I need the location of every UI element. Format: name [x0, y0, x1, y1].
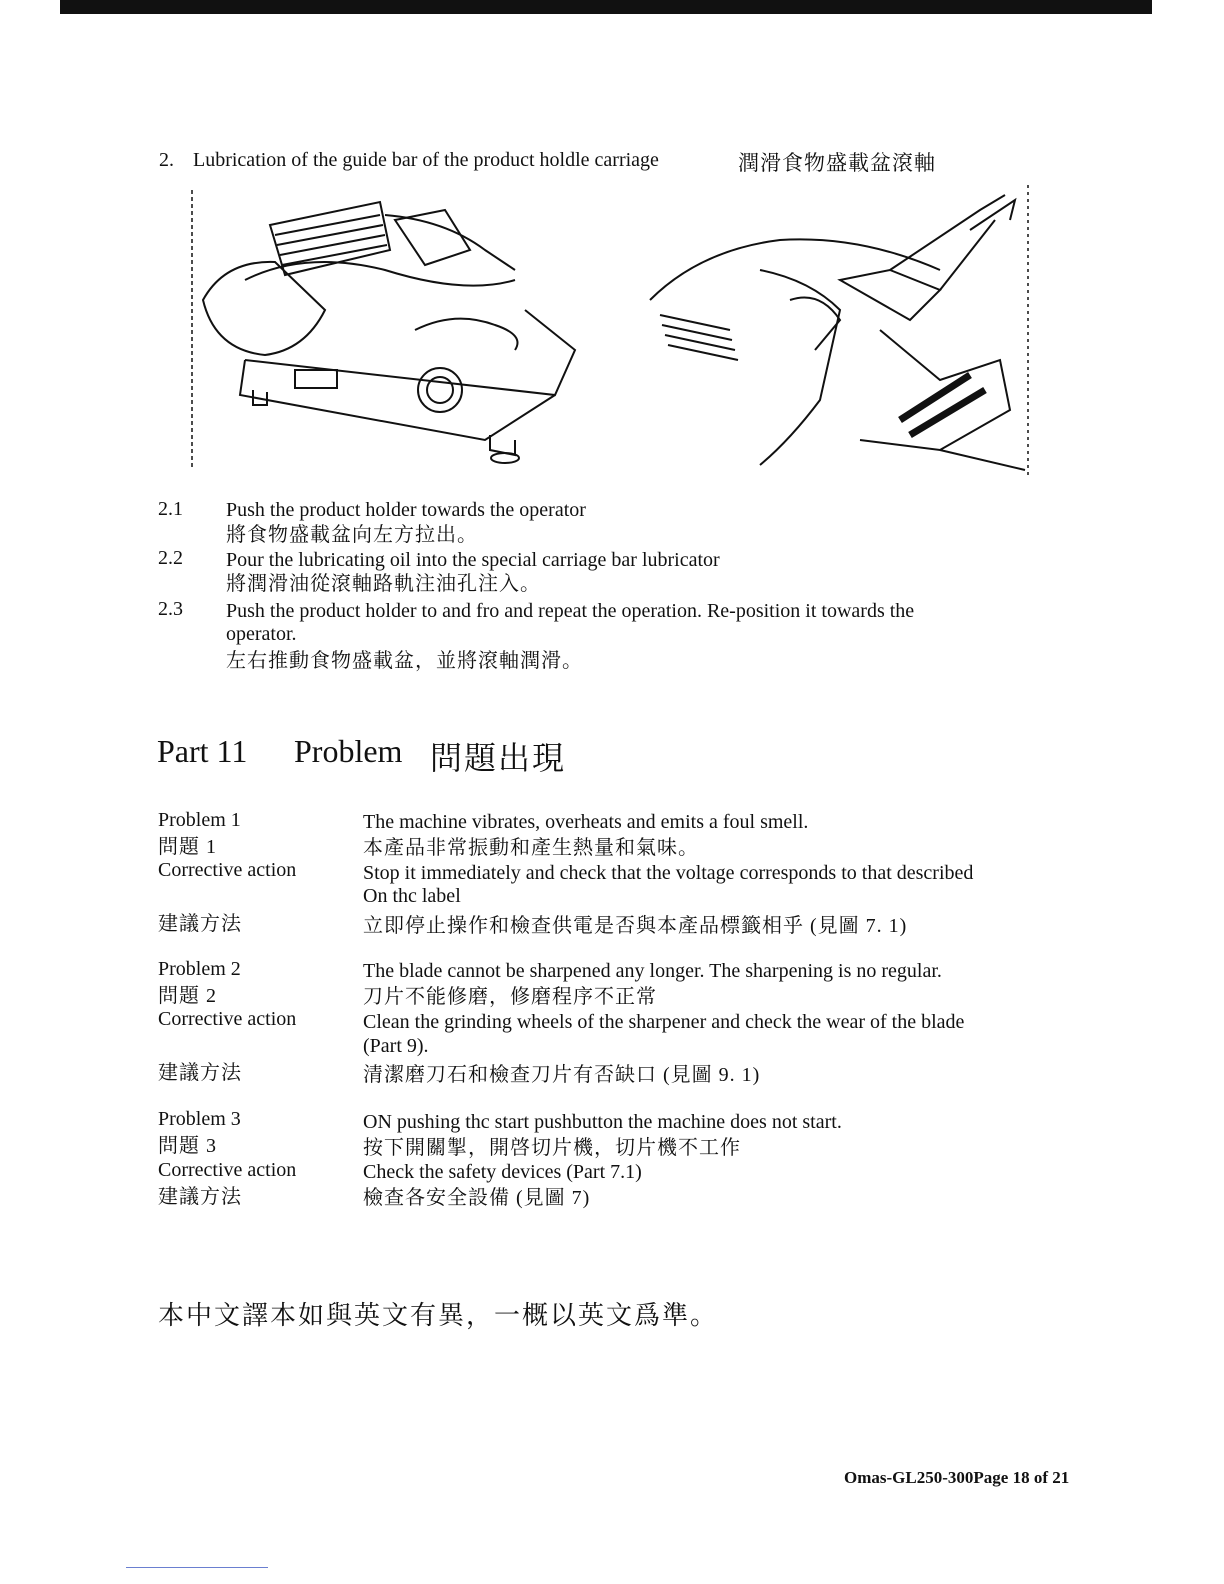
action-label: Corrective action [158, 1008, 297, 1030]
problem-label: Problem 1 [158, 809, 241, 831]
problem-label: Problem 2 [158, 958, 241, 980]
action-text: Clean the grinding wheels of the sharpener and check the wear of the blade [363, 1011, 965, 1033]
step-text: Pour the lubricating oil into the special carriage bar lubricator [226, 549, 720, 571]
action-text-continued: (Part 9). [363, 1035, 429, 1057]
figure-slicer-machine [185, 180, 595, 475]
step-text: Push the product holder towards the operator [226, 499, 586, 521]
problem-description: ON pushing thc start pushbutton the machine does not start. [363, 1111, 842, 1133]
problem-description: The machine vibrates, overheats and emits a foul smell. [363, 811, 809, 833]
step-text-zh: 將食物盛載盆向左方拉出。 [226, 524, 478, 546]
step-number: 2.1 [158, 498, 183, 520]
step-text-continued: operator. [226, 623, 297, 645]
problem-description-zh: 按下開關掣，開啓切片機，切片機不工作 [363, 1137, 741, 1159]
action-text: Stop it immediately and check that the voltage corresponds to that described [363, 862, 974, 884]
action-text-continued: On thc label [363, 885, 461, 907]
action-label: Corrective action [158, 859, 297, 881]
footer-doc-id: Omas-GL250-300 [844, 1468, 974, 1487]
problem-description-zh: 本產品非常振動和產生熱量和氣味。 [363, 837, 699, 859]
problem-description: The blade cannot be sharpened any longer. The sharpening is no regular. [363, 960, 942, 982]
part-label: Part 11 [157, 733, 248, 769]
action-text-zh: 清潔磨刀石和檢查刀片有否缺口 (見圖 9. 1) [363, 1064, 761, 1086]
step-number: 2.3 [158, 598, 183, 620]
problem-label-zh: 問題 3 [158, 1135, 217, 1157]
section-title: Lubrication of the guide bar of the product holdle carriage [193, 149, 659, 171]
step-text-zh: 將潤滑油從滾軸路軌注油孔注入。 [226, 573, 541, 595]
action-label-zh: 建議方法 [158, 1062, 242, 1084]
figure-lubrication-hand [640, 180, 1035, 480]
page-footer [844, 1468, 1069, 1488]
action-label-zh: 建議方法 [158, 1186, 242, 1208]
action-label: Corrective action [158, 1159, 297, 1181]
step-number: 2.2 [158, 547, 183, 569]
problem-description-zh: 刀片不能修磨，修磨程序不正常 [363, 986, 657, 1008]
step-text: Push the product holder to and fro and repeat the operation. Re-position it towards the [226, 600, 915, 622]
top-border-bar [60, 0, 1152, 14]
problem-label: Problem 3 [158, 1108, 241, 1130]
action-text-zh: 立即停止操作和檢查供電是否與本產品標籤相乎 (見圖 7. 1) [363, 915, 908, 937]
action-text: Check the safety devices (Part 7.1) [363, 1161, 642, 1183]
section-title-zh: 潤滑食物盛載盆滾軸 [738, 151, 936, 175]
part-title-zh: 問題出現 [430, 740, 567, 776]
part-title: Problem [294, 733, 403, 769]
footer-divider [126, 1567, 268, 1568]
action-label-zh: 建議方法 [158, 913, 242, 935]
section-number: 2. [159, 149, 174, 171]
action-text-zh: 檢查各安全設備 (見圖 7) [363, 1187, 591, 1209]
step-text-zh: 左右推動食物盛載盆，並將滾軸潤滑。 [226, 650, 583, 672]
footer-page-number: Page 18 of 21 [973, 1468, 1070, 1487]
problem-label-zh: 問題 2 [158, 985, 217, 1007]
translation-disclaimer: 本中文譯本如與英文有異，一概以英文爲準。 [158, 1301, 719, 1330]
problem-label-zh: 問題 1 [158, 836, 217, 858]
